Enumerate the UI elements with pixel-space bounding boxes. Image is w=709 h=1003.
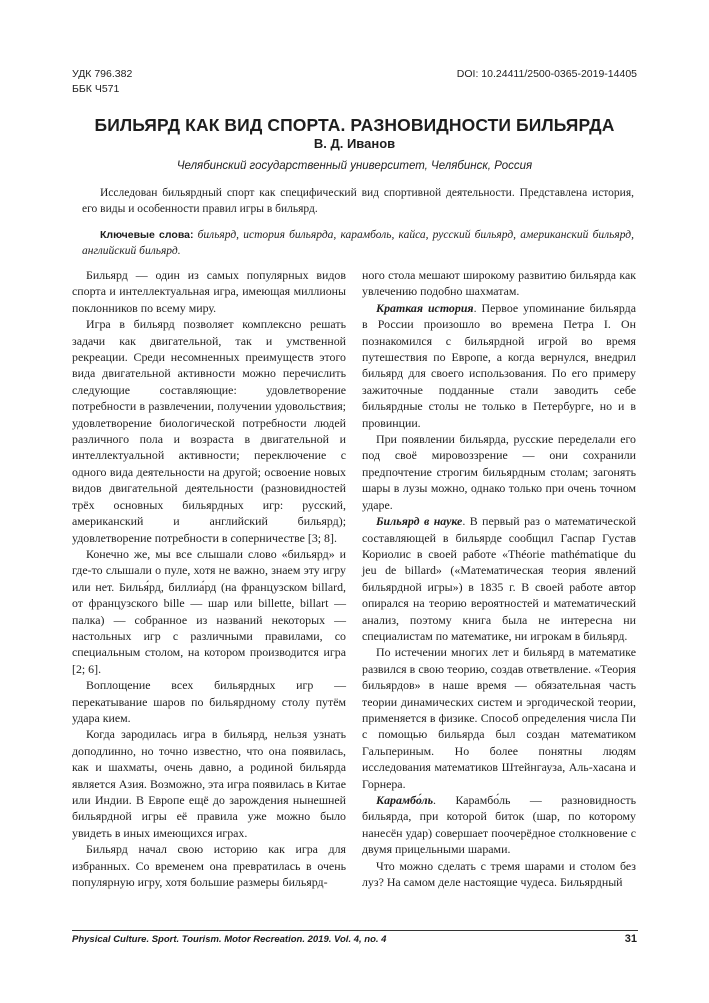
page-number: 31: [624, 933, 637, 945]
footer-divider: [72, 930, 638, 931]
paragraph-science: Бильярд в науке. В первый раз о математической составляющей в бильярде сообщил Гаспар Густав Кориолис в своей работе «Théorie mathématique du jeu de billard» («Математическая теория явлений бильярдной игры») в 1835 г. В своей работе автор опирался на теорию вероятностей и математический анализ, поэтому книга была не интересна ни специалистам по математике, ни игрокам в бильярд.: [362, 514, 636, 643]
section-lead-carom: Карамбо́ль: [376, 793, 434, 807]
affiliation: Челябинский государственный университет, Челябинск, Россия: [176, 160, 533, 172]
udk-code: УДК 796.382: [72, 68, 133, 80]
article-title: БИЛЬЯРД КАК ВИД СПОРТА. РАЗНОВИДНОСТИ БИЛЬЯРДА: [94, 115, 615, 135]
keywords: [82, 227, 634, 259]
paragraph: Бильярд — один из самых популярных видов спорта и интеллектуальная игра, имеющая миллионы поклонников по всему миру.: [72, 268, 346, 315]
paragraph: По истечении многих лет и бильярд в математике развился в свою теорию, создав ответвление. «Теория бильярдов» в наше время — обязательная часть теории динамических систем и эргодической теории, применяется в физике. Способ определения числа Пи с помощью бильярда был создан математиком Гальпериным. Но более понятны людям исследования математиков Штейнгауза, Аль-хасана и Горнера.: [362, 645, 636, 791]
paragraph-history: Краткая история. Первое упоминание бильярда в России произошло во времена Петра I. Он познакомился с бильярдной игрой во время путешествия по Европе, а когда вернулся, внедрил бильярд для своего использования. По его примеру зажиточные подданные стали заводить себе бильярдные столы не только в Петербурге, но и в провинции.: [362, 300, 636, 430]
paragraph: Воплощение всех бильярдных игр — перекатывание шаров по бильярдному столу путём удара кием.: [72, 678, 346, 725]
section-lead-history: Краткая история: [376, 300, 474, 315]
abstract: Исследован бильярдный спорт как специфический вид спортивной деятельности. Представлена история, его виды и особенности правил игры в бильярд.: [82, 187, 634, 215]
section-lead-science: Бильярд в науке: [376, 514, 463, 529]
paragraph-continuation: ного стола мешают широкому развитию бильярда как увлечению подобно шахматам.: [362, 268, 636, 299]
classification-codes: [72, 67, 132, 97]
paragraph: Когда зародилась игра в бильярд, нельзя узнать доподлинно, но точно известно, что она появилась, как и шахматы, очень давно, а родиной бильярда является Азия. Возможно, эта игра появилась в Китае или Индии. В Европе ещё до зарождения нынешней бильярдной игры её правила уже можно было увидеть в иных имеющихся играх.: [72, 727, 346, 840]
paragraph: При появлении бильярда, русские переделали его под своё мировоззрение — они сохранили предпочтение строгим бильярдным столам; загонять шары в лузы можно, однако только при очень точном ударе.: [362, 432, 636, 512]
keywords-label: Ключевые слова:: [100, 229, 194, 241]
left-column: [72, 267, 346, 890]
paragraph: Игра в бильярд позволяет комплексно решать задачи как двигательной, так и умственной рекреации. Среди несомненных преимуществ этого вида двигательной активности можно перечислить следующие составляющие: удовлетворение потребности в развлечении, получении удовольствия; удовлетворение биологической потребности людей различного пола и возраста в двигательной и интеллектуальной активности; переключение с одного вида деятельности на другой; освоение новых видов двигательной деятельности (разновидностей трёх основных бильярдных игр: русский, американский и английский бильярд); удовлетворение потребности в соперничестве [3; 8].: [72, 317, 346, 545]
right-column: [362, 267, 636, 890]
paragraph-carom: Карамбо́ль. Карамбо́ль — разновидность бильярда, при которой биток (шар, по которому нанесён удар) совершает поочерёдное столкновение с двумя прицельными шарами.: [362, 793, 636, 857]
journal-citation: Physical Culture. Sport. Tourism. Motor Recreation. 2019. Vol. 4, no. 4: [72, 934, 387, 945]
author: В. Д. Иванов: [313, 136, 396, 151]
keywords-value: бильярд, история бильярда, карамболь, кайса, русский бильярд, американский бильярд, английский бильярд.: [82, 229, 634, 257]
doi: DOI: 10.24411/2500-0365-2019-14405: [456, 68, 637, 80]
paragraph: Конечно же, мы все слышали слово «бильярд» и где-то слышали о пуле, хотя не важно, знаем эту игру или нет. Билья́рд, биллиа́рд (на французском billard, от французского bille — шар или billette, billart — палка) — собранное из названий некоторых — настольных игр с различными правилами, со специальным столом, на котором производится игра [2; 6].: [72, 546, 346, 676]
bbk-code: ББК Ч571: [72, 83, 120, 95]
paragraph: Что можно сделать с тремя шарами и столом без луз? На самом деле настоящие чудеса. Бильярдный: [362, 858, 636, 890]
paragraph: Бильярд начал свою историю как игра для избранных. Со временем она превратилась в очень популярную игру, хотя большие размеры бильярд-: [72, 842, 346, 890]
